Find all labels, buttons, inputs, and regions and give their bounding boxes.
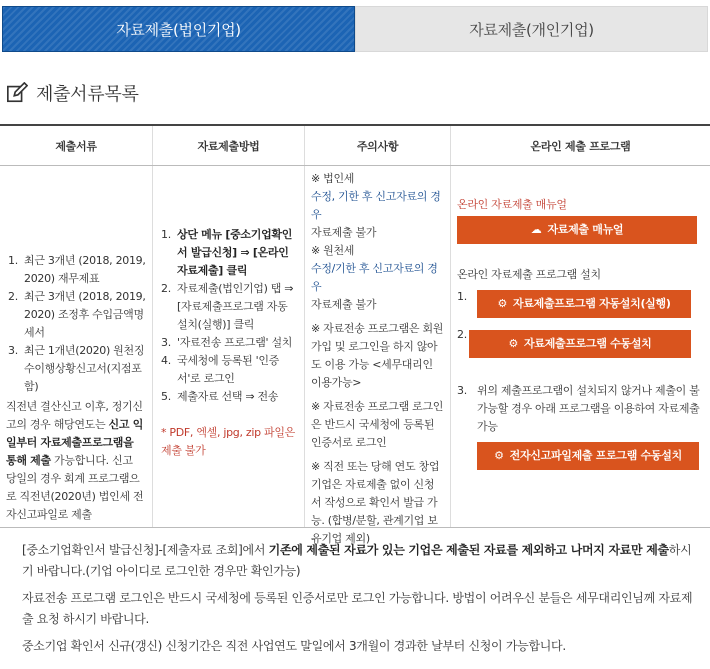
method-item: 2. 자료제출(법인기업) 탭 ⇒ [자료제출프로그램 자동설치(실행)] 클릭	[161, 282, 294, 331]
tab-individual[interactable]: 자료제출(개인기업)	[355, 6, 708, 52]
gear-icon: ⚙	[508, 337, 519, 350]
step-number: 3.	[457, 384, 467, 397]
caution-corp-tail: 자료제출 불가	[311, 226, 377, 239]
manual-install-label: 자료제출프로그램 수동설치	[524, 337, 652, 350]
method-note: * PDF, 엑셀, jpg, zip 파일은 제출 불가	[161, 426, 295, 457]
caution-cell	[305, 166, 451, 545]
step-number: 1.	[457, 290, 467, 303]
caution-wh-tail: 자료제출 불가	[311, 298, 377, 311]
tab-corporate[interactable]: 자료제출(법인기업)	[2, 6, 355, 52]
method-list	[155, 226, 296, 406]
table-header	[0, 126, 710, 166]
header-caution: 주의사항	[305, 126, 451, 165]
install-step-1	[457, 288, 702, 318]
caution-note-3: ※ 직전 또는 당해 연도 창업기업은 자료제출 없이 신청서 작성으로 확인서 발급 가능. (합병/분할, 관계기업 보유기업 제외)	[311, 460, 440, 545]
method-item: 1. 상단 메뉴 [중소기업확인서 발급신청] ⇒ [온라인 자료제출] 클릭	[161, 228, 293, 277]
header-docs: 제출서류	[0, 126, 153, 165]
docs-item: 1. 최근 3개년 (2018, 2019, 2020) 재무제표	[8, 254, 146, 285]
caution-corp-blue: 수정, 기한 후 신고자료의 경우	[311, 190, 441, 221]
online-cell	[451, 166, 710, 527]
table-body	[0, 166, 710, 545]
caution-wh-head: ※ 원천세	[311, 244, 355, 257]
method-item: 5. 제출자료 선택 ⇒ 전송	[161, 390, 279, 403]
note-2: 자료전송 프로그램 로그인은 반드시 국세청에 등록된 인증서로만 로그인 가능합니다. 방법이 어려우신 분들은 세무대리인님께 자료제출 요청 하시기 바랍니다.	[22, 591, 693, 626]
efile-install-label: 전자신고파일제출 프로그램 수동설치	[509, 449, 682, 462]
auto-install-label: 자료제출프로그램 자동설치(실행)	[513, 297, 671, 310]
manual-label: 온라인 자료제출 매뉴얼	[457, 198, 567, 211]
gear-icon: ⚙	[494, 449, 504, 462]
header-method: 자료제출방법	[153, 126, 305, 165]
install-step-2	[457, 326, 702, 358]
docs-item: 3. 최근 1개년(2020) 원천징수이행상황신고서(지점포함)	[8, 344, 145, 393]
caution-note-2: ※ 자료전송 프로그램 로그인은 반드시 국세청에 등록된 인증서로 로그인	[311, 400, 444, 449]
efile-install-button[interactable]	[477, 442, 699, 470]
manual-install-button[interactable]	[469, 330, 691, 358]
gear-icon: ⚙	[497, 297, 507, 310]
method-cell	[153, 166, 305, 527]
section-title	[6, 80, 139, 106]
caution-corp-head: ※ 법인세	[311, 172, 355, 185]
docs-paragraph: 직전년 결산신고 이후, 정기신고의 경우 해당연도는 신고 익일부터 자료제출프로그램을 통해 제출 가능합니다. 신고 당일의 경우 회계 프로그램으로 직전년(2020년) 법인세 전자신고파일로 제출	[6, 400, 144, 521]
install-label: 온라인 자료제출 프로그램 설치	[457, 268, 601, 281]
tab-bar	[2, 6, 708, 52]
manual-button[interactable]	[457, 216, 697, 244]
docs-list	[2, 252, 146, 396]
method-item: 4. 국세청에 등록된 '인증서'로 로그인	[161, 354, 280, 385]
caution-note-1: ※ 자료전송 프로그램은 회원가입 및 로그인을 하지 않아도 이용 가능 <세무대리인 이용가능>	[311, 322, 444, 389]
step3-text: 위의 제출프로그램이 설치되지 않거나 제출이 불가능할 경우 아래 프로그램을 이용하여 자료제출 가능	[477, 384, 700, 433]
note-1: [중소기업확인서 발급신청]-[제출자료 조회]에서 기존에 제출된 자료가 있는 기업은 제출된 자료를 제외하고 나머지 자료만 제출하시기 바랍니다.(기업 아이디로 로그인한 경우만 확인가능)	[22, 543, 692, 578]
edit-icon	[6, 82, 28, 104]
method-item: 3. '자료전송 프로그램' 설치	[161, 336, 293, 349]
section-title-text: 제출서류목록	[36, 84, 139, 105]
install-step-3	[457, 382, 702, 436]
cloud-download-icon: ☁	[530, 223, 542, 236]
caution-wh-blue: 수정/기한 후 신고자료의 경우	[311, 262, 438, 293]
manual-button-label: 자료제출 매뉴얼	[547, 223, 624, 236]
docs-item: 2. 최근 3개년 (2018, 2019, 2020) 조정후 수입금액명세서	[8, 290, 146, 339]
auto-install-button[interactable]	[477, 290, 691, 318]
header-online: 온라인 제출 프로그램	[530, 139, 631, 153]
note-3: 중소기업 확인서 신규(갱신) 신청기간은 직전 사업연도 말일에서 3개월이 경과한 날부터 신청이 가능합니다.	[22, 639, 566, 653]
step-number: 2.	[457, 328, 467, 341]
docs-cell	[0, 166, 153, 527]
document-table	[0, 124, 710, 545]
bottom-notes	[22, 540, 698, 663]
